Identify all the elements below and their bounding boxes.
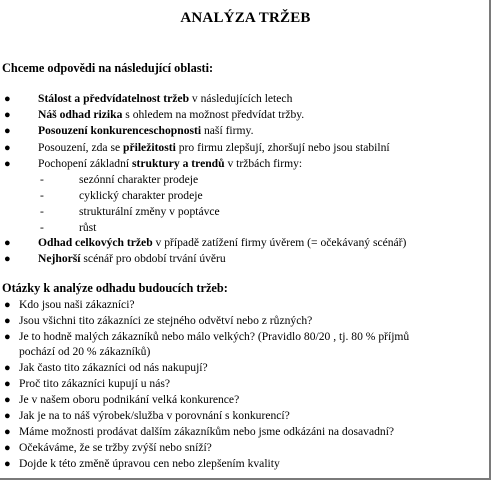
bullet-icon: ● xyxy=(4,125,11,137)
bullet-icon: ● xyxy=(4,394,11,406)
bullet-icon: ● xyxy=(4,93,11,105)
bullet-icon: ● xyxy=(4,315,11,327)
bullet-icon: ● xyxy=(4,331,11,343)
bullet-icon: ● xyxy=(4,362,11,374)
bullet-icon: ● xyxy=(4,142,11,154)
bullet-icon: ● xyxy=(4,426,11,438)
bullet-icon: ● xyxy=(4,158,11,170)
section1-heading: Chceme odpovědi na následující oblasti: xyxy=(2,61,214,75)
bullet-icon: ● xyxy=(4,442,11,454)
bullet-icon: ● xyxy=(4,458,11,470)
document-title: ANALÝZA TRŽEB xyxy=(180,10,311,26)
bullet-icon: ● xyxy=(4,109,11,121)
bullet-icon: ● xyxy=(4,299,11,311)
bullet-icon: ● xyxy=(4,378,11,390)
list-item-continuation: pochází od 20 % zákazníků) xyxy=(19,345,151,358)
bullet-icon: ● xyxy=(4,410,11,422)
document-page: ANALÝZA TRŽEB Chceme odpovědi na následující oblasti: ● Stálost a předvídatelnost tržeb v následujících letech ● Náš odhad rizika s ohledem na možnost předvídat tržby. ● Posouzení konkurenceschopnosti naší firmy. ● Posouzení, zda se přiležitosti pro firmu zlepšují, zhoršují nebo jsou stabilní ● Pochopení základní struktury a trendů v tržbách firmy: - sezónní charakter prodeje - cyklický charakter prodeje - strukturální změny v poptávce - růst ● Odhad celkových tržeb v případě zatížení firmy úvěrem (= očekávaný scénář) ● Nejhorší scénář pro období trvání úvěru Otázky k analýze odhadu budoucích tržeb: ● Kdo jsou naši zákazníci? ● Jsou všichni tito zákazníci ze stejného odvětví nebo z různých? ● Je to hodně malých zákazníků nebo málo velkých? (Pravidlo 80/20 , tj. 80 % příjmů pochází od 20 % zákazníků) ● Jak často tito zákazníci od nás nakupují? ● Proč tito zákazníci kupují u nás? ● Je v našem oboru podnikání velká konkurence? ● Jak je na to náš výrobek/služba v porovnání s konkurencí? ● Máme možnosti prodávat dalším zákazníkům nebo jsme odkázáni na dosavadní? ● Očekáváme, že se tržby zvýší nebo sníží? ● Dojde k této změně úpravou cen nebo zlepšením kvality xyxy=(0,0,491,480)
bullet-icon: ● xyxy=(4,253,11,265)
section2-heading: Otázky k analýze odhadu budoucích tržeb: xyxy=(2,281,228,295)
bullet-icon: ● xyxy=(4,237,11,249)
